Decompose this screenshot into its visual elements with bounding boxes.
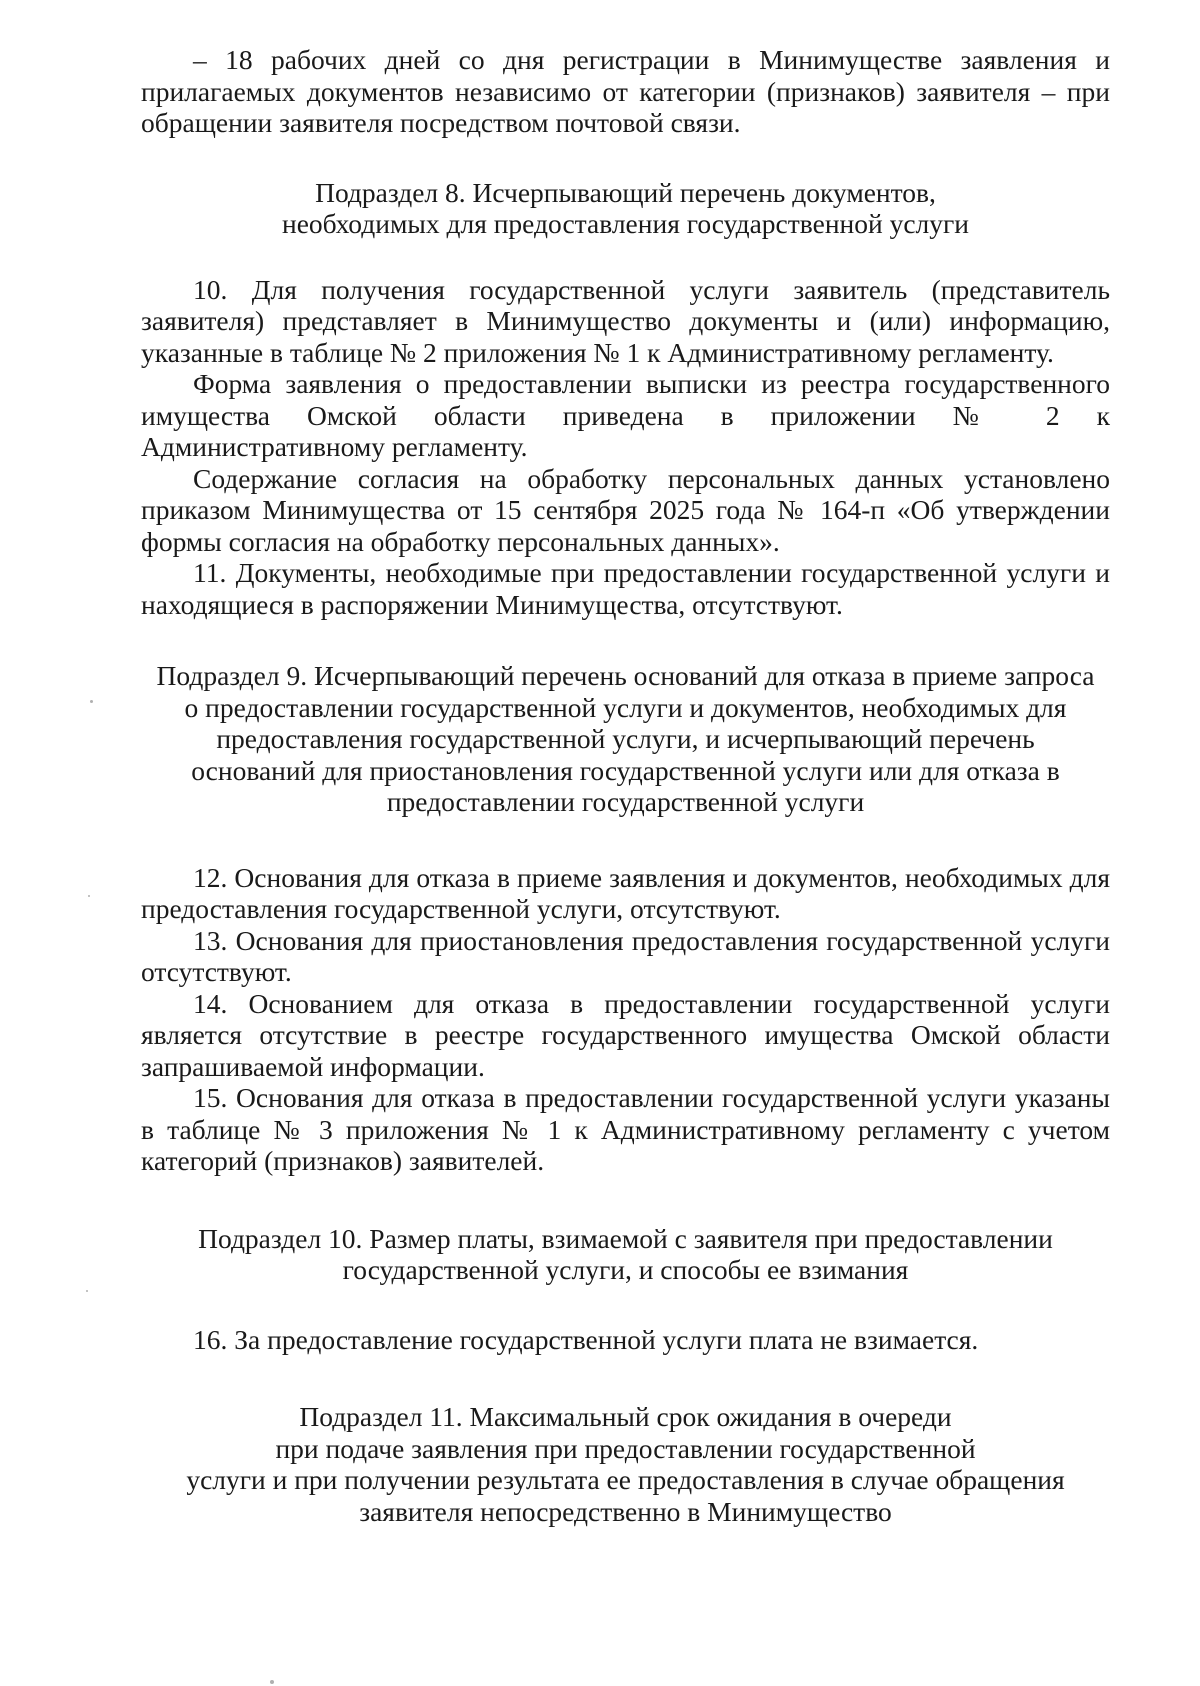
paragraph-15: 15. Основания для отказа в предоставлении государственной услуги указаны в таблице № 3 приложения № 1 к Административному регламенту с учетом категорий (признаков) заявителей. [141,1082,1110,1176]
document-page [141,44,1110,1527]
paragraph-16: 16. За предоставление государственной услуги плата не взимается. [193,1323,979,1355]
subsection-9-line-3: предоставления государственной услуги, и исчерпывающий перечень [216,723,1035,754]
paragraph-11: 11. Документы, необходимые при предоставлении государственной услуги и находящиеся в распоряжении Минимущества, отсутствуют. [141,557,1110,620]
subsection-9-line-1: Подраздел 9. Исчерпывающий перечень оснований для отказа в приеме запроса [156,660,1095,691]
scan-speck [88,895,90,897]
subsection-9-line-2: о предоставлении государственной услуги и документов, необходимых для [184,691,1067,723]
paragraph-10-consent: Содержание согласия на обработку персональных данных установлено приказом Минимущества от 15 сентября 2025 года № 164-п «Об утверждении формы согласия на обработку персональных данных». [141,462,1110,557]
subsection-8-line-2: необходимых для предоставления государственной услуги [281,208,970,239]
paragraph-10-form-line-1: Форма заявления о предоставлении выписки из реестра государственного [193,368,1110,399]
subsection-11-line-2: при подаче заявления при предоставлении государственной [275,1432,976,1464]
subsection-8-heading [141,177,1110,240]
subsection-9-line-4: оснований для приостановления государственной услуги или для отказа в [191,754,1060,786]
subsection-11-heading [141,1401,1110,1527]
subsection-9-line-5: предоставлении государственной услуги [386,786,865,817]
paragraph-13: 13. Основания для приостановления предоставления государственной услуги отсутствуют. [141,924,1110,987]
paragraph-10: 10. Для получения государственной услуги заявитель (представитель заявителя) представляет в Минимущество документы и (или) информацию, указанные в таблице № 2 приложения № 1 к Административному регламенту. [141,273,1110,368]
subsection-10-heading [141,1223,1110,1286]
paragraph-10-form [141,368,1110,463]
subsection-11-line-4: заявителя непосредственно в Минимущество [359,1495,892,1527]
subsection-9-heading [141,660,1110,818]
paragraph-10-form-line-2: имущества Омской области приведена в приложении № 2 к [141,399,1110,431]
subsection-11-line-1: Подраздел 11. Максимальный срок ожидания в очереди [299,1401,952,1432]
paragraph-10-form-line-3: Административному регламенту. [141,431,528,462]
paragraph-12: 12. Основания для отказа в приеме заявления и документов, необходимых для предоставления государственной услуги, отсутствуют. [141,861,1110,924]
scan-speck [270,1680,274,1684]
subsection-10-line-1: Подраздел 10. Размер платы, взимаемой с заявителя при предоставлении [198,1222,1053,1254]
subsection-10-line-2: государственной услуги, и способы ее взимания [342,1254,909,1285]
subsection-8-line-1: Подраздел 8. Исчерпывающий перечень документов, [315,176,936,208]
paragraph-deadline-postal: – 18 рабочих дней со дня регистрации в Минимуществе заявления и прилагаемых документов независимо от категории (признаков) заявителя – при обращении заявителя посредством почтовой связи. [141,44,1110,138]
scan-speck [90,700,93,703]
paragraph-14: 14. Основанием для отказа в предоставлении государственной услуги является отсутствие в реестре государственного имущества Омской области запрашиваемой информации. [141,987,1110,1082]
scan-speck [86,1290,88,1292]
subsection-11-line-3: услуги и при получении результата ее предоставления в случае обращения [186,1464,1065,1495]
